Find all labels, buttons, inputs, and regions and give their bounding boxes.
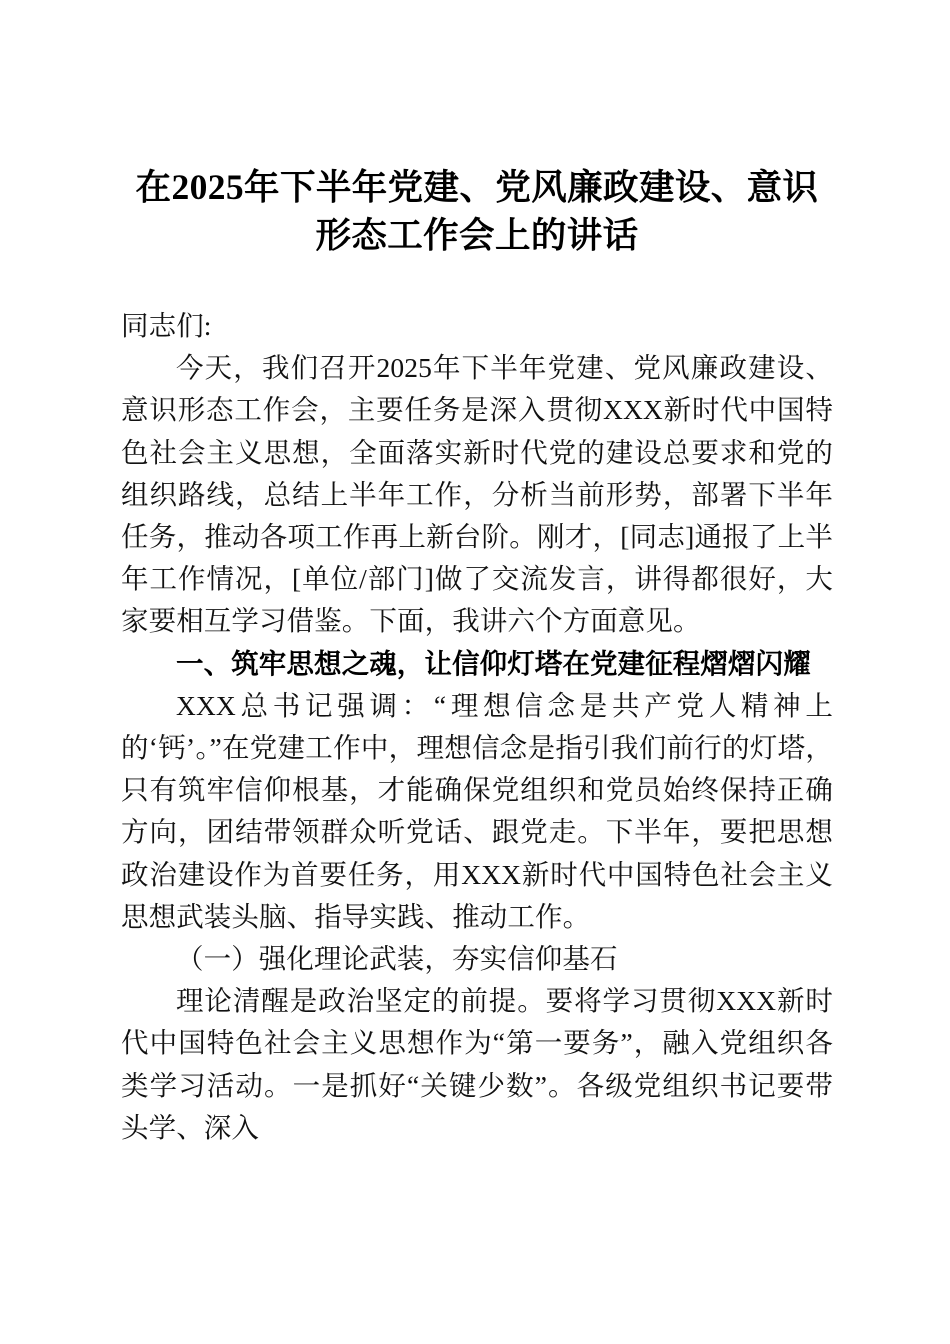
page-title <box>121 0 833 259</box>
page-content <box>121 0 833 1149</box>
paragraph-subsection-1-1-body: 理论清醒是政治坚定的前提。要将学习贯彻XXX新时代中国特色社会主义思想作为“第一要务”，融入党组织各类学习活动。一是抓好“关键少数”。各级党组织书记要带头学、深入 <box>121 985 833 1143</box>
section-heading-1: 一、筑牢思想之魂，让信仰灯塔在党建征程熠熠闪耀 <box>176 647 811 679</box>
paragraph-section-1-body: XXX总书记强调：“理想信念是共产党人精神上的‘钙’。”在党建工作中，理想信念是指引我们前行的灯塔，只有筑牢信仰根基，才能确保党组织和党员始终保持正确方向，团结带领群众听党话、跟党走。下半年，要把思想政治建设作为首要任务，用XXX新时代中国特色社会主义思想武装头脑、指导实践、推动工作。 <box>121 689 833 932</box>
page-title-line-1: 在2025年下半年党建、党风廉政建设、意识 <box>135 167 819 207</box>
document-body <box>121 305 833 1149</box>
subsection-heading-1-1: （一）强化理论武装，夯实信仰基石 <box>176 943 618 975</box>
page-title-line-2: 形态工作会上的讲话 <box>315 215 639 255</box>
salutation: 同志们: <box>121 310 212 341</box>
paragraph-intro: 今天，我们召开2025年下半年党建、党风廉政建设、意识形态工作会，主要任务是深入贯彻XXX新时代中国特色社会主义思想，全面落实新时代党的建设总要求和党的组织路线，总结上半年工作，分析当前形势，部署下半年任务，推动各项工作再上新台阶。刚才，[同志]通报了上半年工作情况，[单位/部门]做了交流发言，讲得都很好，大家要相互学习借鉴。下面，我讲六个方面意见。 <box>121 352 833 637</box>
